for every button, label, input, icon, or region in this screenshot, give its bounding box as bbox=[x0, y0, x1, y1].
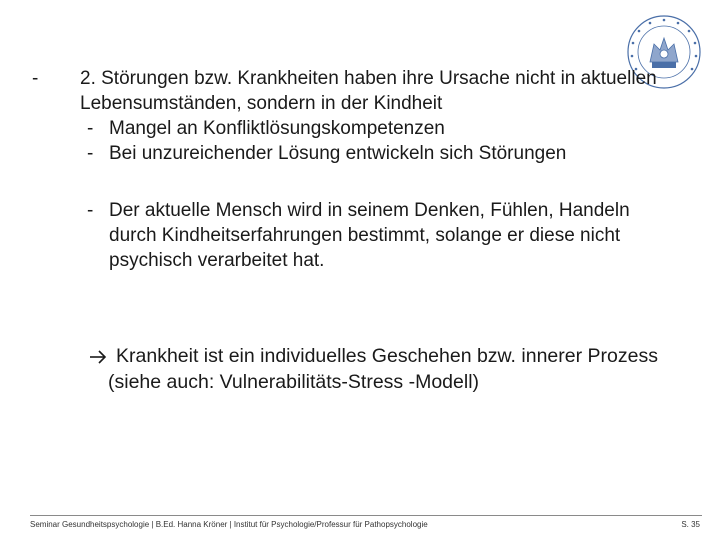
sub-bullet-3 bbox=[30, 198, 649, 273]
bullet-text: Der aktuelle Mensch wird in seinem Denken, Fühlen, Handeln durch Kindheitserfahrungen bestimmt, solange er diese nicht psychisch verarbeitet hat. bbox=[109, 200, 630, 271]
bullet-text: 2. Störungen bzw. Krankheiten haben ihre Ursache nicht in aktuellen Lebensumständen, sondern in der Kindheit bbox=[80, 68, 657, 114]
bullet-text: Mangel an Konfliktlösungskompetenzen bbox=[109, 118, 445, 139]
bullet-1 bbox=[30, 66, 670, 116]
conclusion-block bbox=[88, 344, 688, 395]
footer-divider bbox=[30, 515, 702, 516]
footer-text: Seminar Gesundheitspsychologie | B.Ed. Hanna Kröner | Institut für Psychologie/Professur für Pathopsychologie bbox=[30, 520, 428, 529]
conclusion-text: Krankheit ist ein individuelles Geschehen bzw. innerer Prozess (siehe auch: Vulnerabilitäts-Stress -Modell) bbox=[108, 345, 658, 393]
bullet-dash: - bbox=[87, 118, 94, 139]
bullet-dash: - bbox=[87, 200, 94, 221]
sub-bullet-1 bbox=[30, 116, 670, 141]
page-number: S. 35 bbox=[681, 520, 700, 529]
bullet-dash: - bbox=[32, 68, 39, 89]
bullet-list bbox=[30, 66, 670, 273]
sub-bullet-2 bbox=[30, 141, 670, 166]
arrow-right-icon bbox=[88, 344, 110, 369]
bullet-dash: - bbox=[87, 143, 94, 164]
bullet-text: Bei unzureichender Lösung entwickeln sich Störungen bbox=[109, 143, 567, 164]
